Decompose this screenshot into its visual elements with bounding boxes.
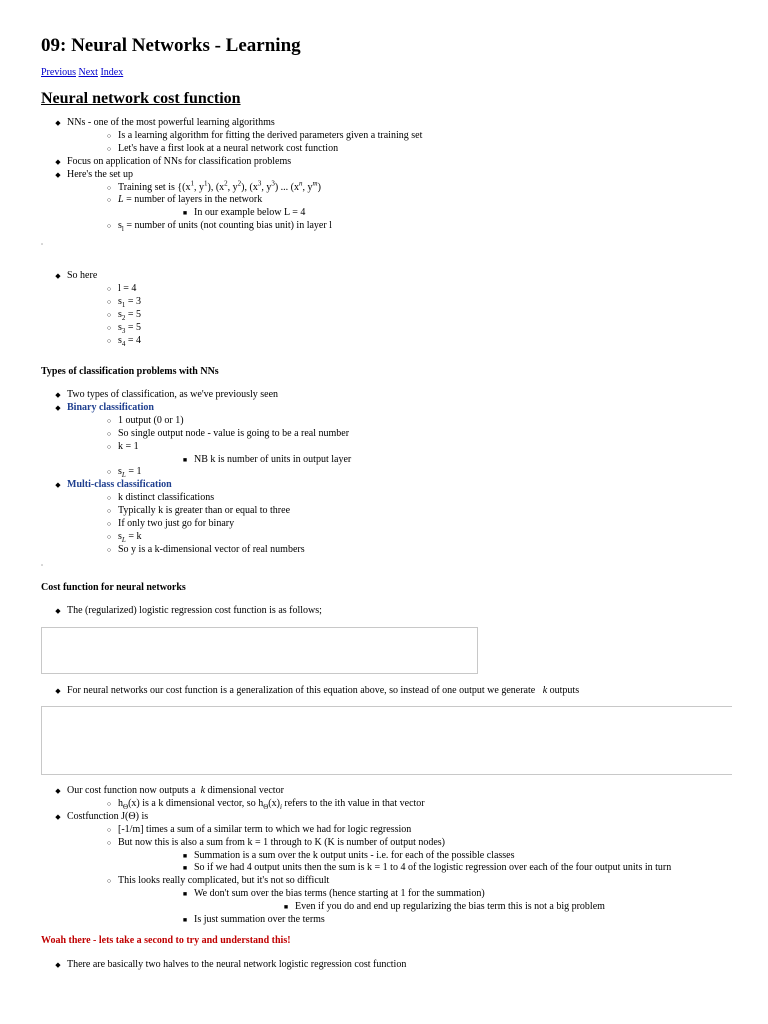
circle-bullet-icon: ○ <box>106 131 112 140</box>
list-item: ○ $s_L = k$ <box>67 531 351 544</box>
list-item: ○ If only two just go for binary <box>67 518 351 531</box>
square-bullet-icon: ■ <box>182 890 188 899</box>
list-item: ◆ So here ○ l = 4 ○ $s_1 = 3$ ○ $s_2 = 5$ ○ $s_3 = 5$ ○ $s_4 = 4$ <box>41 270 141 347</box>
cost-explanation-list <box>41 785 671 927</box>
circle-bullet-icon: ○ <box>106 416 112 425</box>
list-item: ◆ Two types of classification, as we've previously seen <box>41 389 351 402</box>
page-title: 09: Neural Networks - Learning <box>41 35 301 56</box>
diamond-bullet-icon: ◆ <box>55 119 61 127</box>
circle-bullet-icon: ○ <box>106 825 112 834</box>
previous-link[interactable]: Previous <box>41 67 76 78</box>
list-item: ■ Summation is a sum over the k output units - i.e. for each of the possible classes <box>118 850 671 863</box>
circle-bullet-icon: ○ <box>106 144 112 153</box>
circle-bullet-icon: ○ <box>106 494 112 503</box>
diamond-bullet-icon: ◆ <box>55 403 61 412</box>
list-item: ○ [-1/m] times a sum of a similar term to which we had for logic regression <box>67 824 671 837</box>
list-item: ○ $s_l$ = number of units (not counting bias unit) in layer l <box>67 220 422 233</box>
circle-bullet-icon: ○ <box>106 284 112 293</box>
circle-bullet-icon: ○ <box>106 310 112 319</box>
section-title: Neural network cost function <box>41 90 241 107</box>
list-item: ○ But now this is also a sum from k = 1 through to K (K is number of output nodes) ■ Summation is a sum over the k output units - i.e. for each of the possible classes ■ So if we had 4 output units then the sum is k = 1 to 4 of the logistic regression over each of the four output units in turn <box>67 837 671 876</box>
list-item: ○ l = 4 <box>67 283 141 296</box>
list-item: ◆ Multi-class classification ○ k distinct classifications ○ Typically k is greater than or equal to three ○ If only two just go for binary ○ $s_L = k$ ○ So y is a k-dimensional vector of real numbers <box>41 479 351 556</box>
list-item: ■ Is just summation over the terms <box>118 914 671 927</box>
diamond-bullet-icon: ◆ <box>55 170 61 179</box>
list-item: ◆ Focus on application of NNs for classification problems <box>41 156 422 169</box>
circle-bullet-icon: ○ <box>106 442 112 451</box>
list-item: ○ $h_\Theta(x)$ is a k dimensional vector, so $h_\Theta(x)_i$ refers to the ith value in that vector <box>67 798 671 811</box>
warning-heading: Woah there - lets take a second to try and understand this! <box>41 935 291 946</box>
diamond-bullet-icon: ◆ <box>55 961 61 969</box>
logistic-cost-equation-image <box>41 627 478 674</box>
nn-cost-equation-image <box>41 706 732 775</box>
list-item: ○ $s_L = 1$ <box>67 466 351 479</box>
list-item: ○ Is a learning algorithm for fitting the derived parameters given a training set <box>67 130 422 143</box>
cost-intro-list <box>41 605 322 618</box>
diamond-bullet-icon: ◆ <box>55 812 61 821</box>
broken-image-icon: ▫ <box>41 563 44 569</box>
halves-list <box>41 959 406 972</box>
circle-bullet-icon: ○ <box>106 799 112 808</box>
circle-bullet-icon: ○ <box>106 429 112 438</box>
square-bullet-icon: ■ <box>182 455 188 464</box>
list-item: ○ So single output node - value is going to be a real number <box>67 428 351 441</box>
generalization-list <box>41 685 579 698</box>
list-item: ■ In our example below L = 4 <box>118 207 422 220</box>
list-item: ○ This looks really complicated, but it's not so difficult ■ We don't sum over the bias terms (hence starting at 1 for the summation) ■ Even if you do and end up regularizing the bias term this is not a big problem ■ Is just summation over the terms <box>67 875 671 927</box>
circle-bullet-icon: ○ <box>106 297 112 306</box>
list-item: ◆ Our cost function now outputs a k dimensional vector ○ $h_\Theta(x)$ is a k dimensional vector, so $h_\Theta(x)_i$ refers to the ith value in that vector <box>41 785 671 811</box>
diamond-bullet-icon: ◆ <box>55 687 61 695</box>
circle-bullet-icon: ○ <box>106 877 112 886</box>
list-item: ◆ For neural networks our cost function is a generalization of this equation above, so instead of one output we generate k outputs <box>41 685 579 698</box>
list-item: ○ $s_1 = 3$ <box>67 296 141 309</box>
list-item: ◆ The (regularized) logistic regression cost function is as follows; <box>41 605 322 618</box>
square-bullet-icon: ■ <box>182 916 188 925</box>
list-item: ◆ There are basically two halves to the neural network logistic regression cost function <box>41 959 406 972</box>
training-set-formula: Training set is {($x^1$, $y^1$), ($x^2$, $y^2$), ($x^3$, $y^3$) ... ($x^n$, $y^m$) <box>118 179 321 193</box>
classification-types-list <box>41 389 351 557</box>
circle-bullet-icon: ○ <box>106 222 112 231</box>
list-item: ○ k distinct classifications <box>67 492 351 505</box>
setup-list <box>41 117 422 233</box>
list-item: ◆ Costfunction J(Θ) is ○ [-1/m] times a sum of a similar term to which we had for logic regression ○ But now this is also a sum from k = 1 through to K (K is number of output nodes) ■ Summation is a sum over the k output units - i.e. for each of the possible classes ■ So if we had 4 output units then the sum is k = 1 to 4 of the logistic regression over each of the four output units in turn ○ This looks really complicated, but it's not so difficult ■ We don't sum over the bias terms (hence starting at 1 for the summation) ■ Even if you do and end up regularizing the bias term this is not a big problem ■ Is just summation over the terms <box>41 811 671 927</box>
list-item: ◆ Binary classification ○ 1 output (0 or 1) ○ So single output node - value is going to be a real number ○ k = 1 ■ NB k is number of units in output layer ○ $s_L = 1$ <box>41 402 351 479</box>
index-link[interactable]: Index <box>100 67 124 78</box>
broken-image-icon: ▫ <box>41 242 44 248</box>
layer-values-list <box>41 270 141 347</box>
circle-bullet-icon: ○ <box>106 520 112 529</box>
diamond-bullet-icon: ◆ <box>55 391 61 399</box>
list-item: ○ 1 output (0 or 1) <box>67 415 351 428</box>
diamond-bullet-icon: ◆ <box>55 272 61 280</box>
list-item: ■ NB k is number of units in output layer <box>118 454 351 467</box>
circle-bullet-icon: ○ <box>106 545 112 554</box>
diamond-bullet-icon: ◆ <box>55 481 61 490</box>
circle-bullet-icon: ○ <box>106 183 112 192</box>
diamond-bullet-icon: ◆ <box>55 787 61 795</box>
cost-heading: Cost function for neural networks <box>41 582 186 593</box>
diamond-bullet-icon: ◆ <box>55 157 61 166</box>
circle-bullet-icon: ○ <box>106 323 112 332</box>
square-bullet-icon: ■ <box>182 851 188 860</box>
nav-links <box>41 67 123 79</box>
list-item: ○ Let's have a first look at a neural network cost function <box>67 143 422 156</box>
circle-bullet-icon: ○ <box>106 336 112 345</box>
list-item: ○ Typically k is greater than or equal to three <box>67 505 351 518</box>
list-item: ○ So y is a k-dimensional vector of real numbers <box>67 544 351 557</box>
circle-bullet-icon: ○ <box>106 507 112 516</box>
circle-bullet-icon: ○ <box>106 468 112 477</box>
list-item: ○ $s_3 = 5$ <box>67 322 141 335</box>
list-item: ■ We don't sum over the bias terms (hence starting at 1 for the summation) ■ Even if you do and end up regularizing the bias term this is not a big problem <box>118 888 671 914</box>
types-heading: Types of classification problems with NNs <box>41 366 219 377</box>
circle-bullet-icon: ○ <box>106 838 112 847</box>
list-item: ○ $s_4 = 4$ <box>67 335 141 348</box>
list-item: ○ $s_2 = 5$ <box>67 309 141 322</box>
circle-bullet-icon: ○ <box>106 532 112 541</box>
list-item: ◆ NNs - one of the most powerful learning algorithms ○ Is a learning algorithm for fitting the derived parameters given a training set ○ Let's have a first look at a neural network cost function <box>41 117 422 156</box>
square-bullet-icon: ■ <box>283 903 289 912</box>
circle-bullet-icon: ○ <box>106 196 112 205</box>
square-bullet-icon: ■ <box>182 864 188 873</box>
list-item: ◆ Here's the set up ○ Training set is {($x^1$, $y^1$), ($x^2$, $y^2$), ($x^3$, $y^3$) ... ($x^n$, $y^m$) ○ L = number of layers in the network ■ In our example below L = 4 ○ $s_l$ = number of units (not counting bias unit) in layer l <box>41 169 422 234</box>
next-link[interactable]: Next <box>78 67 98 78</box>
list-item <box>67 179 422 195</box>
diamond-bullet-icon: ◆ <box>55 607 61 615</box>
list-item: ■ Even if you do and end up regularizing the bias term this is not a big problem <box>194 901 671 914</box>
list-item: ■ So if we had 4 output units then the sum is k = 1 to 4 of the logistic regression over each of the four output units in turn <box>118 862 671 875</box>
list-item: ○ L = number of layers in the network ■ In our example below L = 4 <box>67 194 422 220</box>
list-item: ○ k = 1 ■ NB k is number of units in output layer <box>67 441 351 467</box>
square-bullet-icon: ■ <box>182 209 188 218</box>
